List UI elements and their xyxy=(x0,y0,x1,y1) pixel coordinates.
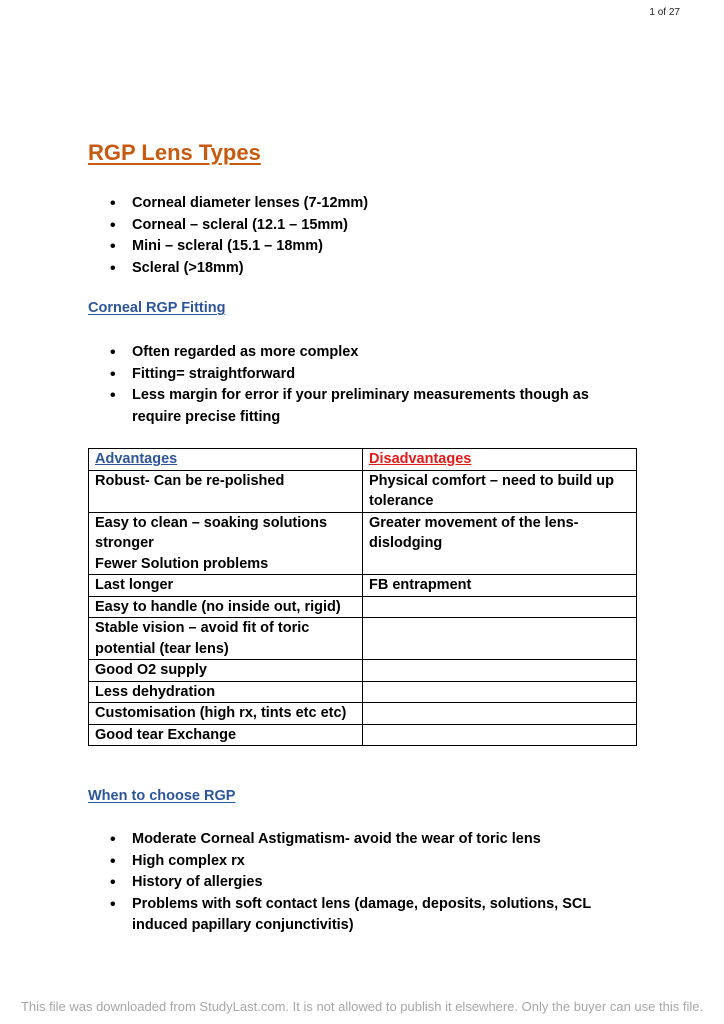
disadvantage-cell xyxy=(363,596,637,618)
advantage-cell: Good O2 supply xyxy=(89,660,363,682)
table-row xyxy=(89,512,637,575)
table-row xyxy=(89,660,637,682)
list-item: • Corneal – scleral (12.1 – 15mm) xyxy=(132,215,368,237)
advantage-cell: Stable vision – avoid fit of toric potential (tear lens) xyxy=(89,618,363,660)
advantage-cell xyxy=(89,512,363,575)
disadvantage-cell xyxy=(363,703,637,725)
advantage-line: Fewer Solution problems xyxy=(95,555,269,572)
table-row xyxy=(89,596,637,618)
table-header-row xyxy=(89,449,637,471)
table-row xyxy=(89,724,637,746)
list-item: • History of allergies xyxy=(132,872,612,894)
table-row xyxy=(89,681,637,703)
table-row xyxy=(89,470,637,512)
disadvantage-cell xyxy=(363,618,637,660)
advantage-cell: Less dehydration xyxy=(89,681,363,703)
advantage-cell: Customisation (high rx, tints etc etc) xyxy=(89,703,363,725)
fitting-heading: Corneal RGP Fitting xyxy=(88,300,226,316)
table-row xyxy=(89,575,637,597)
list-item: • Scleral (>18mm) xyxy=(132,258,368,280)
list-item: • Moderate Corneal Astigmatism- avoid the wear of toric lens xyxy=(132,829,612,851)
disadvantages-header: Disadvantages xyxy=(363,449,637,471)
advantage-line: Easy to clean – soaking solutions stronger xyxy=(95,514,328,551)
disadvantage-cell: Physical comfort – need to build up tolerance xyxy=(363,470,637,512)
list-item: • Often regarded as more complex xyxy=(132,342,612,364)
list-item: • Less margin for error if your preliminary measurements though as require precise fitting xyxy=(132,385,612,428)
list-item: • Corneal diameter lenses (7-12mm) xyxy=(132,193,368,215)
lens-types-list xyxy=(132,193,368,279)
when-heading: When to choose RGP xyxy=(88,788,236,804)
disadvantage-cell xyxy=(363,681,637,703)
advantages-table xyxy=(88,448,637,746)
list-item: • High complex rx xyxy=(132,851,612,873)
list-item: • Problems with soft contact lens (damage, deposits, solutions, SCL induced papillary conjunctivitis) xyxy=(132,894,612,937)
list-item: • Fitting= straightforward xyxy=(132,364,612,386)
disadvantage-cell: FB entrapment xyxy=(363,575,637,597)
disadvantage-cell xyxy=(363,660,637,682)
when-list xyxy=(132,829,612,937)
fitting-list xyxy=(132,342,612,428)
table-row xyxy=(89,703,637,725)
download-notice: This file was downloaded from StudyLast.com. It is not allowed to publish it elsewhere. Only the buyer can use this file. xyxy=(20,999,704,1014)
page-counter: 1 of 27 xyxy=(649,7,680,18)
advantages-header: Advantages xyxy=(89,449,363,471)
disadvantage-cell xyxy=(363,724,637,746)
list-item: • Mini – scleral (15.1 – 18mm) xyxy=(132,236,368,258)
table-row xyxy=(89,618,637,660)
advantage-cell: Good tear Exchange xyxy=(89,724,363,746)
advantage-cell: Easy to handle (no inside out, rigid) xyxy=(89,596,363,618)
page-title: RGP Lens Types xyxy=(88,140,261,165)
advantage-cell: Last longer xyxy=(89,575,363,597)
disadvantage-cell: Greater movement of the lens- dislodging xyxy=(363,512,637,575)
advantage-cell: Robust- Can be re-polished xyxy=(89,470,363,512)
